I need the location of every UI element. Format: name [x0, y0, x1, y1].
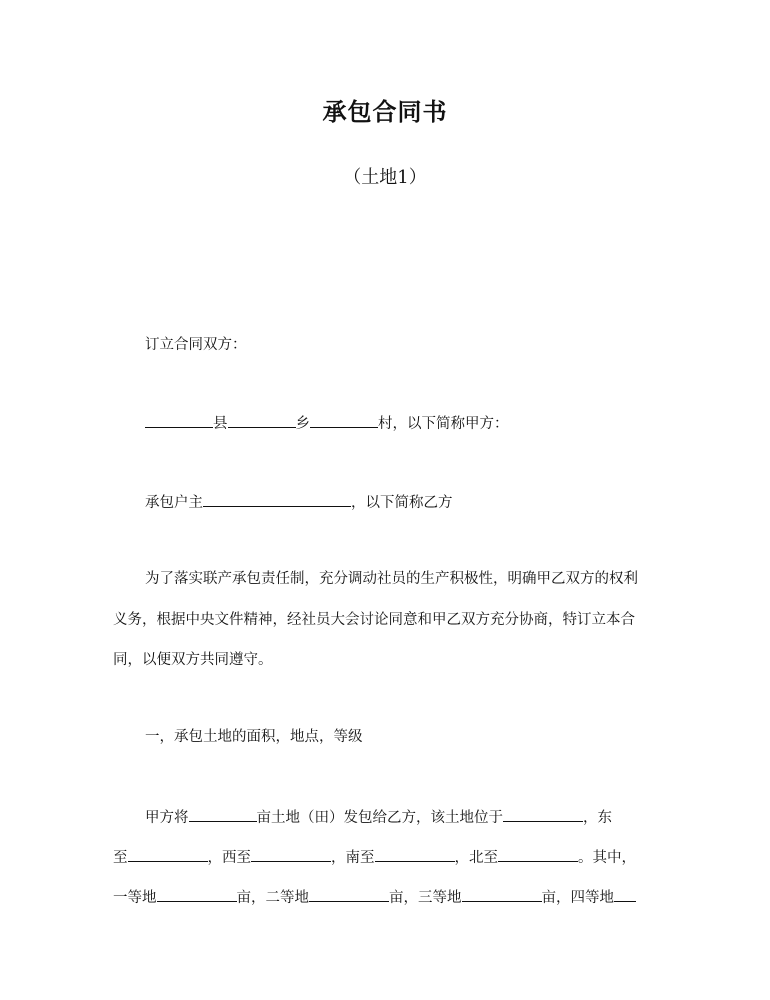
section1-text: ，西至 — [207, 850, 251, 866]
document-title: 承包合同书 — [322, 97, 448, 126]
section1-heading: 一，承包土地的面积，地点，等级 — [145, 729, 363, 745]
section1-text: 亩土地（田）发包给乙方，该土地位于 — [256, 810, 503, 826]
section1-text: ，北至 — [454, 850, 498, 866]
section1-text: 一等地 — [113, 890, 157, 906]
document-subtitle: （土地1） — [343, 167, 427, 188]
party-b-suffix: ，以下简称乙方 — [351, 495, 453, 511]
section1-text: ，南至 — [331, 850, 375, 866]
preamble-line-1: 为了落实联产承包责任制，充分调动社员的生产积极性，明确甲乙双方的权利 — [145, 571, 638, 587]
section1-text: 。其中， — [578, 850, 636, 866]
section1-line-1 — [145, 806, 612, 828]
county-blank — [145, 412, 213, 428]
village-blank — [310, 412, 378, 428]
section1-line-3 — [113, 886, 636, 908]
area-blank — [189, 806, 257, 822]
section1-line-2 — [113, 846, 636, 868]
township-blank — [228, 412, 296, 428]
party-a-line — [145, 412, 509, 434]
section1-text: 至 — [113, 850, 128, 866]
village-label: 村，以下简称甲方： — [378, 416, 509, 432]
party-b-prefix: 承包户主 — [145, 495, 203, 511]
parties-heading: 订立合同双方： — [145, 337, 247, 353]
party-b-line — [145, 491, 453, 513]
east-blank — [128, 846, 208, 862]
household-head-blank — [203, 491, 351, 507]
location-blank — [503, 806, 583, 822]
west-blank — [251, 846, 331, 862]
preamble-line-3: 同，以便双方共同遵守。 — [113, 652, 273, 668]
grade1-blank — [157, 886, 237, 902]
grade3-blank — [462, 886, 542, 902]
township-label: 乡 — [295, 416, 310, 432]
south-blank — [375, 846, 455, 862]
section1-text: 亩，三等地 — [389, 890, 462, 906]
north-blank — [498, 846, 578, 862]
section1-text: 甲方将 — [145, 810, 189, 826]
section1-text: 亩，四等地 — [541, 890, 614, 906]
section1-text: 亩，二等地 — [236, 890, 309, 906]
grade4-blank — [614, 886, 636, 902]
section1-text: ，东 — [583, 810, 612, 826]
preamble-line-2: 义务，根据中央文件精神，经社员大会讨论同意和甲乙双方充分协商，特订立本合 — [113, 612, 635, 628]
county-label: 县 — [213, 416, 228, 432]
grade2-blank — [309, 886, 389, 902]
